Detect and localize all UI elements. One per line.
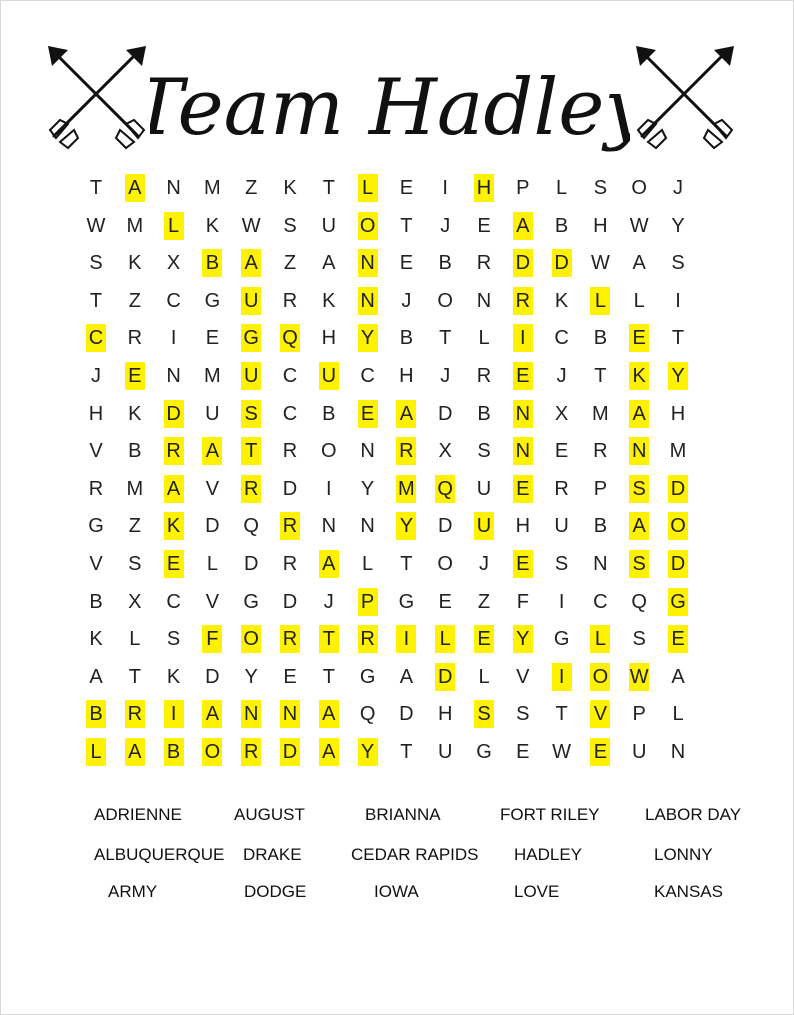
grid-letter: J <box>440 214 451 237</box>
grid-letter: B <box>128 440 142 463</box>
grid-letter: A <box>164 475 184 503</box>
grid-letter: D <box>282 590 298 613</box>
grid-letter: A <box>125 738 145 766</box>
word-list-item: ALBUQUERQUE <box>94 845 225 864</box>
word-list-item: ADRIENNE <box>94 805 182 824</box>
grid-letter: D <box>435 663 455 691</box>
grid-letter: E <box>399 177 414 199</box>
grid-letter: S <box>629 550 649 578</box>
grid-letter: A <box>322 252 336 275</box>
grid-letter: Q <box>435 475 455 503</box>
grid-letter: L <box>633 289 645 312</box>
grid-letter: V <box>516 665 530 688</box>
grid-letter: S <box>632 628 646 651</box>
grid-letter: S <box>241 400 261 428</box>
grid-letter: B <box>164 738 184 766</box>
grid-letter: E <box>283 665 297 688</box>
grid-letter: N <box>358 287 378 315</box>
grid-letter: K <box>128 402 142 425</box>
grid-letter: D <box>205 515 220 538</box>
grid-letter: O <box>590 663 610 691</box>
grid-letter: U <box>474 512 494 540</box>
grid-letter: B <box>399 327 414 350</box>
grid-letter: R <box>164 437 184 465</box>
grid-letter: E <box>125 362 145 390</box>
word-list-item: DODGE <box>244 882 307 901</box>
grid-letter: D <box>513 249 533 277</box>
grid-letter: Y <box>668 362 688 390</box>
grid-letter: O <box>437 289 453 312</box>
grid-letter: W <box>629 214 649 237</box>
word-list-item: BRIANNA <box>365 805 441 824</box>
grid-letter: E <box>629 324 649 352</box>
grid-letter: X <box>438 440 452 463</box>
grid-letter: A <box>202 437 222 465</box>
grid-letter: P <box>593 477 608 500</box>
grid-letter: U <box>437 741 453 763</box>
grid-letter: L <box>358 174 378 202</box>
grid-letter: C <box>86 324 106 352</box>
grid-letter: S <box>593 177 608 199</box>
grid-letter: O <box>321 440 337 463</box>
grid-letter: C <box>166 289 181 312</box>
page-title <box>150 34 630 184</box>
grid-letter: R <box>241 738 261 766</box>
grid-letter: E <box>513 475 533 503</box>
grid-letter: N <box>593 553 608 575</box>
grid-letter: N <box>358 249 378 277</box>
grid-letter: D <box>282 477 298 500</box>
grid-letter: I <box>513 324 533 352</box>
grid-letter: S <box>629 475 649 503</box>
grid-letter: D <box>205 665 220 688</box>
grid-letter: S <box>516 703 530 726</box>
grid-letter: E <box>474 625 494 653</box>
grid-letter: D <box>668 550 688 578</box>
grid-letter: A <box>513 212 533 240</box>
grid-letter: J <box>440 365 451 387</box>
grid-letter: E <box>554 440 569 463</box>
grid-letter: M <box>126 477 144 500</box>
grid-letter: T <box>241 437 261 465</box>
grid-letter: V <box>590 700 610 728</box>
grid-letter: N <box>629 437 649 465</box>
grid-letter: A <box>241 249 261 277</box>
grid-letter: H <box>593 214 608 237</box>
grid-letter: S <box>283 214 297 237</box>
grid-letter: D <box>437 515 453 538</box>
grid-letter: G <box>243 590 259 613</box>
grid-letter: C <box>166 590 181 613</box>
grid-letter: A <box>399 665 414 688</box>
word-list-item: DRAKE <box>243 845 302 864</box>
grid-letter: T <box>400 553 413 575</box>
grid-letter: G <box>241 324 261 352</box>
grid-letter: G <box>553 628 570 651</box>
grid-letter: H <box>399 365 414 387</box>
grid-letter: T <box>671 327 685 350</box>
grid-letter: R <box>282 553 298 575</box>
grid-letter: U <box>241 287 261 315</box>
grid-letter: X <box>128 590 142 613</box>
grid-letter: S <box>89 252 103 275</box>
grid-letter: M <box>204 365 221 387</box>
grid-letter: E <box>516 741 530 763</box>
grid-letter: G <box>476 741 492 763</box>
grid-letter: K <box>554 289 569 312</box>
grid-letter: T <box>594 365 607 387</box>
grid-letter: O <box>358 212 378 240</box>
grid-letter: E <box>399 252 414 275</box>
grid-letter: K <box>128 252 142 275</box>
grid-letter: U <box>319 362 339 390</box>
word-list-item: KANSAS <box>654 882 723 901</box>
grid-letter: A <box>319 550 339 578</box>
grid-letter: I <box>552 663 572 691</box>
grid-letter: I <box>675 289 681 312</box>
grid-letter: H <box>88 402 104 425</box>
grid-letter: Z <box>245 177 258 199</box>
grid-letter: B <box>86 700 106 728</box>
grid-letter: N <box>321 515 337 538</box>
grid-letter: X <box>166 252 181 275</box>
grid-letter: R <box>554 477 569 500</box>
grid-letter: W <box>552 741 572 763</box>
grid-letter: S <box>477 440 491 463</box>
grid-letter: W <box>86 214 106 237</box>
grid-letter: E <box>513 362 533 390</box>
grid-letter: K <box>205 214 220 237</box>
grid-letter: K <box>283 177 297 199</box>
grid-letter: E <box>358 400 378 428</box>
grid-letter: N <box>476 289 492 312</box>
grid-letter: Y <box>360 477 375 500</box>
grid-letter: N <box>360 440 375 463</box>
grid-letter: B <box>438 252 452 275</box>
grid-letter: R <box>358 625 378 653</box>
grid-letter: E <box>668 625 688 653</box>
grid-letter: K <box>89 628 103 651</box>
page-title-text: Team Hadley <box>150 63 630 153</box>
grid-letter: Z <box>128 515 141 538</box>
grid-letter: N <box>166 177 181 199</box>
grid-letter: I <box>442 177 448 199</box>
grid-letter: L <box>478 327 490 350</box>
grid-letter: R <box>241 475 261 503</box>
word-list-item: LONNY <box>654 845 713 864</box>
grid-letter: V <box>89 440 103 463</box>
grid-letter: U <box>631 741 647 763</box>
grid-letter: A <box>396 400 416 428</box>
grid-letter: L <box>86 738 106 766</box>
grid-letter: B <box>89 590 103 613</box>
grid-letter: Q <box>359 703 376 726</box>
grid-letter: V <box>205 590 220 613</box>
grid-letter: R <box>476 365 492 387</box>
grid-letter: U <box>476 477 492 500</box>
grid-letter: A <box>319 738 339 766</box>
grid-letter: B <box>202 249 222 277</box>
grid-letter: E <box>477 214 491 237</box>
grid-letter: Q <box>280 324 300 352</box>
grid-letter: C <box>554 327 569 350</box>
grid-letter: G <box>359 665 376 688</box>
grid-letter: J <box>556 365 567 387</box>
grid-letter: T <box>322 177 335 199</box>
grid-letter: B <box>554 214 569 237</box>
grid-letter: P <box>358 588 378 616</box>
grid-letter: W <box>590 252 610 275</box>
grid-letter: Y <box>396 512 416 540</box>
grid-letter: E <box>590 738 610 766</box>
grid-letter: H <box>515 515 531 538</box>
grid-letter: J <box>479 553 489 575</box>
grid-letter: B <box>593 515 608 538</box>
grid-letter: U <box>205 402 220 425</box>
grid-letter: R <box>476 252 492 275</box>
grid-letter: X <box>554 402 569 425</box>
grid-letter: C <box>282 365 298 387</box>
grid-letter: L <box>129 628 141 651</box>
grid-letter: T <box>439 327 452 350</box>
grid-letter: G <box>88 515 104 538</box>
grid-letter: R <box>280 512 300 540</box>
word-list-item: AUGUST <box>234 805 305 824</box>
grid-letter: U <box>554 515 569 538</box>
grid-letter: R <box>280 625 300 653</box>
grid-letter: R <box>396 437 416 465</box>
grid-letter: L <box>206 553 218 575</box>
grid-letter: U <box>241 362 261 390</box>
grid-letter: C <box>593 590 608 613</box>
grid-letter: S <box>671 252 685 275</box>
grid-letter: M <box>669 440 687 463</box>
grid-letter: I <box>396 625 416 653</box>
grid-letter: U <box>321 214 337 237</box>
grid-letter: E <box>438 590 452 613</box>
grid-letter: T <box>128 665 141 688</box>
word-list-item: LOVE <box>514 882 560 901</box>
grid-letter: K <box>322 289 336 312</box>
word-list-item: CEDAR RAPIDS <box>351 845 479 864</box>
grid-letter: J <box>91 365 101 387</box>
grid-letter: J <box>323 590 334 613</box>
grid-letter: H <box>321 327 337 350</box>
grid-letter: M <box>396 475 416 503</box>
grid-letter: M <box>592 402 609 425</box>
grid-letter: Q <box>243 515 259 538</box>
grid-letter: B <box>477 402 491 425</box>
grid-letter: I <box>164 700 184 728</box>
grid-letter: T <box>555 703 568 726</box>
grid-letter: D <box>668 475 688 503</box>
grid-letter: J <box>673 177 683 199</box>
grid-letter: D <box>280 738 300 766</box>
grid-letter: D <box>399 703 414 726</box>
grid-letter: Y <box>244 665 258 688</box>
grid-letter: O <box>437 553 453 575</box>
grid-letter: G <box>668 588 688 616</box>
grid-letter: T <box>400 741 413 763</box>
grid-letter: N <box>360 515 375 538</box>
grid-letter: Q <box>631 590 647 613</box>
grid-letter: A <box>202 700 222 728</box>
grid-letter: L <box>590 625 610 653</box>
word-list-item: IOWA <box>374 882 419 901</box>
grid-letter: T <box>319 625 339 653</box>
crossed-arrows-icon <box>42 40 152 150</box>
grid-letter: O <box>631 177 647 199</box>
grid-letter: Z <box>283 252 297 275</box>
grid-letter: K <box>164 512 184 540</box>
grid-letter: I <box>326 477 332 500</box>
grid-letter: R <box>282 440 298 463</box>
grid-letter: E <box>205 327 220 350</box>
grid-letter: H <box>437 703 453 726</box>
grid-letter: L <box>478 665 490 688</box>
grid-letter: G <box>204 289 221 312</box>
grid-letter: Y <box>513 625 533 653</box>
grid-letter: O <box>241 625 261 653</box>
word-list-item: LABOR DAY <box>645 805 742 824</box>
grid-letter: Y <box>671 214 685 237</box>
grid-letter: N <box>166 365 181 387</box>
grid-letter: F <box>202 625 222 653</box>
grid-letter: Z <box>477 590 491 613</box>
grid-letter: V <box>89 553 103 575</box>
grid-letter: V <box>205 477 220 500</box>
grid-letter: T <box>89 289 103 312</box>
grid-letter: A <box>89 665 103 688</box>
grid-letter: A <box>125 174 145 202</box>
grid-letter: D <box>243 553 259 575</box>
grid-letter: G <box>398 590 415 613</box>
grid-letter: Z <box>128 289 141 312</box>
grid-letter: D <box>437 402 453 425</box>
grid-letter: N <box>241 700 261 728</box>
grid-letter: W <box>241 214 261 237</box>
grid-letter: L <box>590 287 610 315</box>
grid-letter: L <box>672 703 684 726</box>
grid-letter: A <box>632 252 646 275</box>
grid-letter: L <box>435 625 455 653</box>
grid-letter: F <box>516 590 529 613</box>
grid-letter: Y <box>358 738 378 766</box>
grid-letter: S <box>474 700 494 728</box>
grid-letter: R <box>282 289 298 312</box>
grid-letter: E <box>513 550 533 578</box>
grid-letter: C <box>360 365 375 387</box>
grid-letter: A <box>319 700 339 728</box>
grid-letter: N <box>670 741 686 763</box>
grid-letter: J <box>401 289 412 312</box>
crossed-arrows-icon <box>630 40 740 150</box>
grid-letter: B <box>593 327 608 350</box>
grid-letter: N <box>513 400 533 428</box>
grid-letter: T <box>89 177 103 199</box>
grid-letter: Y <box>358 324 378 352</box>
grid-letter: I <box>558 590 565 613</box>
grid-letter: M <box>204 177 221 199</box>
grid-letter: C <box>282 402 298 425</box>
grid-letter: N <box>280 700 300 728</box>
grid-letter: T <box>322 665 335 688</box>
grid-letter: B <box>322 402 336 425</box>
grid-letter: A <box>629 400 649 428</box>
word-list-item: HADLEY <box>514 845 583 864</box>
grid-letter: R <box>127 327 143 350</box>
grid-letter: H <box>670 402 686 425</box>
grid-letter: O <box>668 512 688 540</box>
grid-letter: M <box>126 214 144 237</box>
grid-letter: A <box>671 665 685 688</box>
grid-letter: R <box>88 477 104 500</box>
grid-letter: K <box>166 665 181 688</box>
grid-letter: L <box>556 177 568 199</box>
grid-letter: R <box>593 440 608 463</box>
grid-letter: P <box>516 177 530 199</box>
grid-letter: S <box>128 553 142 575</box>
grid-letter: T <box>400 214 413 237</box>
word-list-item: FORT RILEY <box>500 805 600 824</box>
grid-letter: P <box>632 703 646 726</box>
word-list-item: ARMY <box>108 882 158 901</box>
grid-letter: I <box>170 327 177 350</box>
grid-letter: S <box>166 628 181 651</box>
grid-letter: L <box>362 553 374 575</box>
grid-letter: R <box>513 287 533 315</box>
grid-letter: S <box>554 553 569 575</box>
grid-letter: D <box>552 249 572 277</box>
grid-letter: E <box>164 550 184 578</box>
grid-letter: O <box>202 738 222 766</box>
grid-letter: W <box>629 663 649 691</box>
grid-letter: A <box>629 512 649 540</box>
grid-letter: N <box>513 437 533 465</box>
grid-letter: R <box>125 700 145 728</box>
grid-letter: L <box>164 212 184 240</box>
grid-letter: D <box>164 400 184 428</box>
grid-letter: H <box>474 174 494 202</box>
grid-letter: K <box>629 362 649 390</box>
